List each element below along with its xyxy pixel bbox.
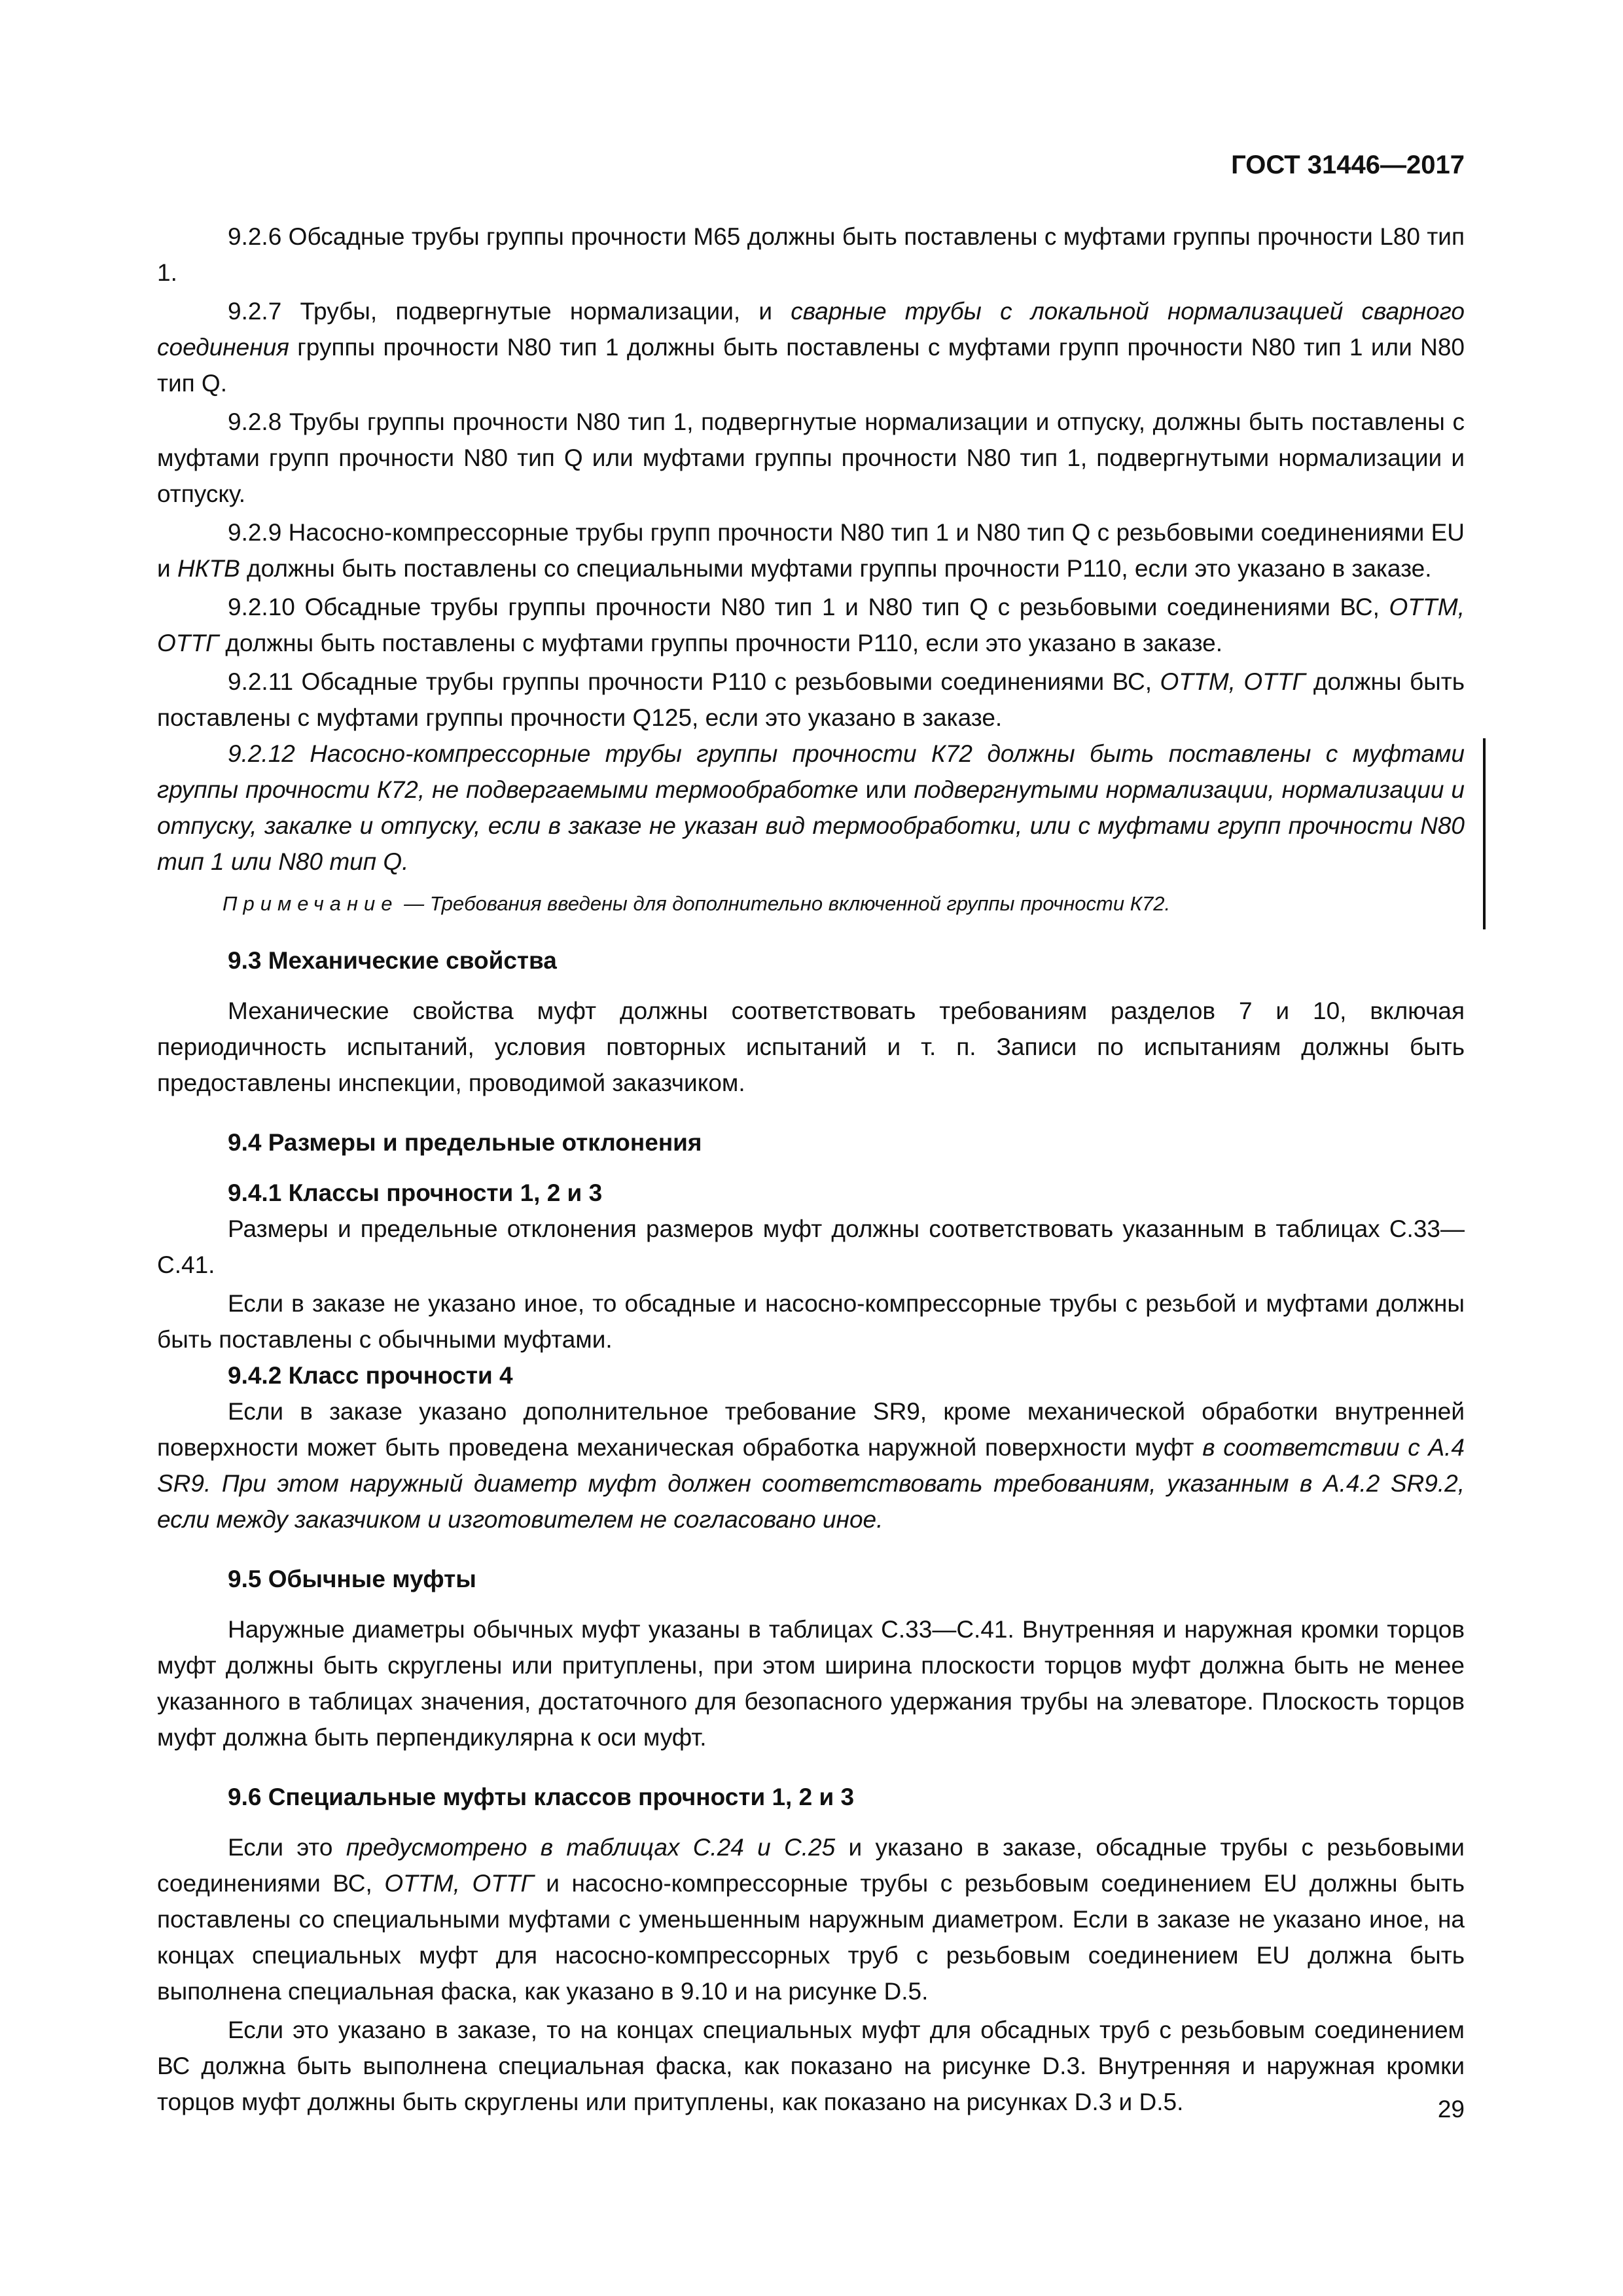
paragraph-9-2-8: 9.2.8 Трубы группы прочности N80 тип 1, подвергнутые нормализации и отпуску, должны быть поставлены с муфтами групп прочности N80 тип Q или муфтами группы прочности N80 тип 1, подвергнутыми нормализации и отпуску. (157, 408, 1465, 507)
paragraph-9-4-2: Если в заказе указано дополнительное требование SR9, кроме механической обработки внутренней поверхности может быть проведена механическая обработка наружной поверхности муфт в соответствии с А.4 SR9. При этом наружный диаметр муфт должен соответствовать требованиям, указанным в А.4.2 SR9.2, если между заказчиком и изготовителем не согласовано иное. (157, 1398, 1465, 1533)
document-code: ГОСТ 31446—2017 (1231, 151, 1465, 179)
paragraph-9-2-11: 9.2.11 Обсадные трубы группы прочности Р110 с резьбовыми соединениями ВС, ОТТМ, ОТТГ должны быть поставлены с муфтами группы прочности Q125, если это указано в заказе. (157, 668, 1465, 731)
heading-9-4-1: 9.4.1 Классы прочности 1, 2 и 3 (228, 1179, 603, 1206)
paragraph-9-4-1-a: Размеры и предельные отклонения размеров муфт должны соответствовать указанным в таблицах С.33—С.41. (157, 1215, 1465, 1278)
paragraph-9-2-9: 9.2.9 Насосно-компрессорные трубы групп прочности N80 тип 1 и N80 тип Q с резьбовыми соединениями EU и НКТВ должны быть поставлены со специальными муфтами группы прочности Р110, если это указано в заказе. (157, 519, 1465, 582)
paragraph-9-2-12: 9.2.12 Насосно-компрессорные трубы группы прочности К72 должны быть поставлены с муфтами группы прочности К72, не подвергаемыми термообработке или подвергнутыми нормализации, нормализации и отпуску, закалке и отпуску, если в заказе не указан вид термообработки, или с муфтами групп прочности N80 тип 1 или N80 тип Q. (157, 740, 1465, 875)
document-body (157, 219, 1465, 2120)
paragraph-9-2-10: 9.2.10 Обсадные трубы группы прочности N80 тип 1 и N80 тип Q с резьбовыми соединениями ВС, ОТТМ, ОТТГ должны быть поставлены с муфтами группы прочности Р110, если это указано в заказе. (157, 594, 1465, 656)
amended-block (157, 736, 1465, 919)
paragraph-9-2-6: 9.2.6 Обсадные трубы группы прочности М65 должны быть поставлены с муфтами группы прочности L80 тип 1. (157, 223, 1465, 286)
heading-9-4: 9.4 Размеры и предельные отклонения (228, 1129, 702, 1156)
paragraph-9-4-1-b: Если в заказе не указано иное, то обсадные и насосно-компрессорные трубы с резьбой и муфтами должны быть поставлены с обычными муфтами. (157, 1290, 1465, 1353)
heading-9-5: 9.5 Обычные муфты (228, 1566, 476, 1592)
note (157, 889, 1465, 919)
paragraph-9-6-b: Если это указано в заказе, то на концах специальных муфт для обсадных труб с резьбовым соединением ВС должна быть выполнена специальная фаска, как показано на рисунке D.3. Внутренняя и наружная кромки торцов муфт должны быть скруглены или притуплены, как показано на рисунках D.3 и D.5. (157, 2017, 1465, 2115)
paragraph-9-2-7: 9.2.7 Трубы, подвергнутые нормализации, и сварные трубы с локальной нормализацией сварного соединения группы прочности N80 тип 1 должны быть поставлены с муфтами групп прочности N80 тип 1 или N80 тип Q. (157, 298, 1465, 397)
note-label: Примечание (223, 892, 399, 915)
paragraph-9-3: Механические свойства муфт должны соответствовать требованиям разделов 7 и 10, включая периодичность испытаний, условия повторных испытаний и т. п. Записи по испытаниям должны быть предоставлены инспекции, проводимой заказчиком. (157, 997, 1465, 1096)
note-text: — Требования введены для дополнительно включенной группы прочности К72. (398, 892, 1171, 915)
heading-9-6: 9.6 Специальные муфты классов прочности 1, 2 и 3 (228, 1784, 855, 1810)
heading-9-3: 9.3 Механические свойства (228, 947, 557, 974)
paragraph-9-6-a: Если это предусмотрено в таблицах С.24 и С.25 и указано в заказе, обсадные трубы с резьбовыми соединениями ВС, ОТТМ, ОТТГ и насосно-компрессорные трубы с резьбовым соединением EU должны быть поставлены со специальными муфтами с уменьшенным наружным диаметром. Если в заказе не указано иное, на концах специальных муфт для насосно-компрессорных труб с резьбовым соединением EU должна быть выполнена специальная фаска, как указано в 9.10 и на рисунке D.5. (157, 1834, 1465, 2005)
heading-9-4-2: 9.4.2 Класс прочности 4 (228, 1362, 513, 1389)
page-number: 29 (1437, 2096, 1465, 2123)
paragraph-9-5: Наружные диаметры обычных муфт указаны в таблицах С.33—С.41. Внутренняя и наружная кромки торцов муфт должны быть скруглены или притуплены, при этом ширина плоскости торцов муфт должна быть не менее указанного в таблицах значения, достаточного для безопасного удержания трубы на элеваторе. Плоскость торцов муфт должна быть перпендикулярна к оси муфт. (157, 1616, 1465, 1751)
